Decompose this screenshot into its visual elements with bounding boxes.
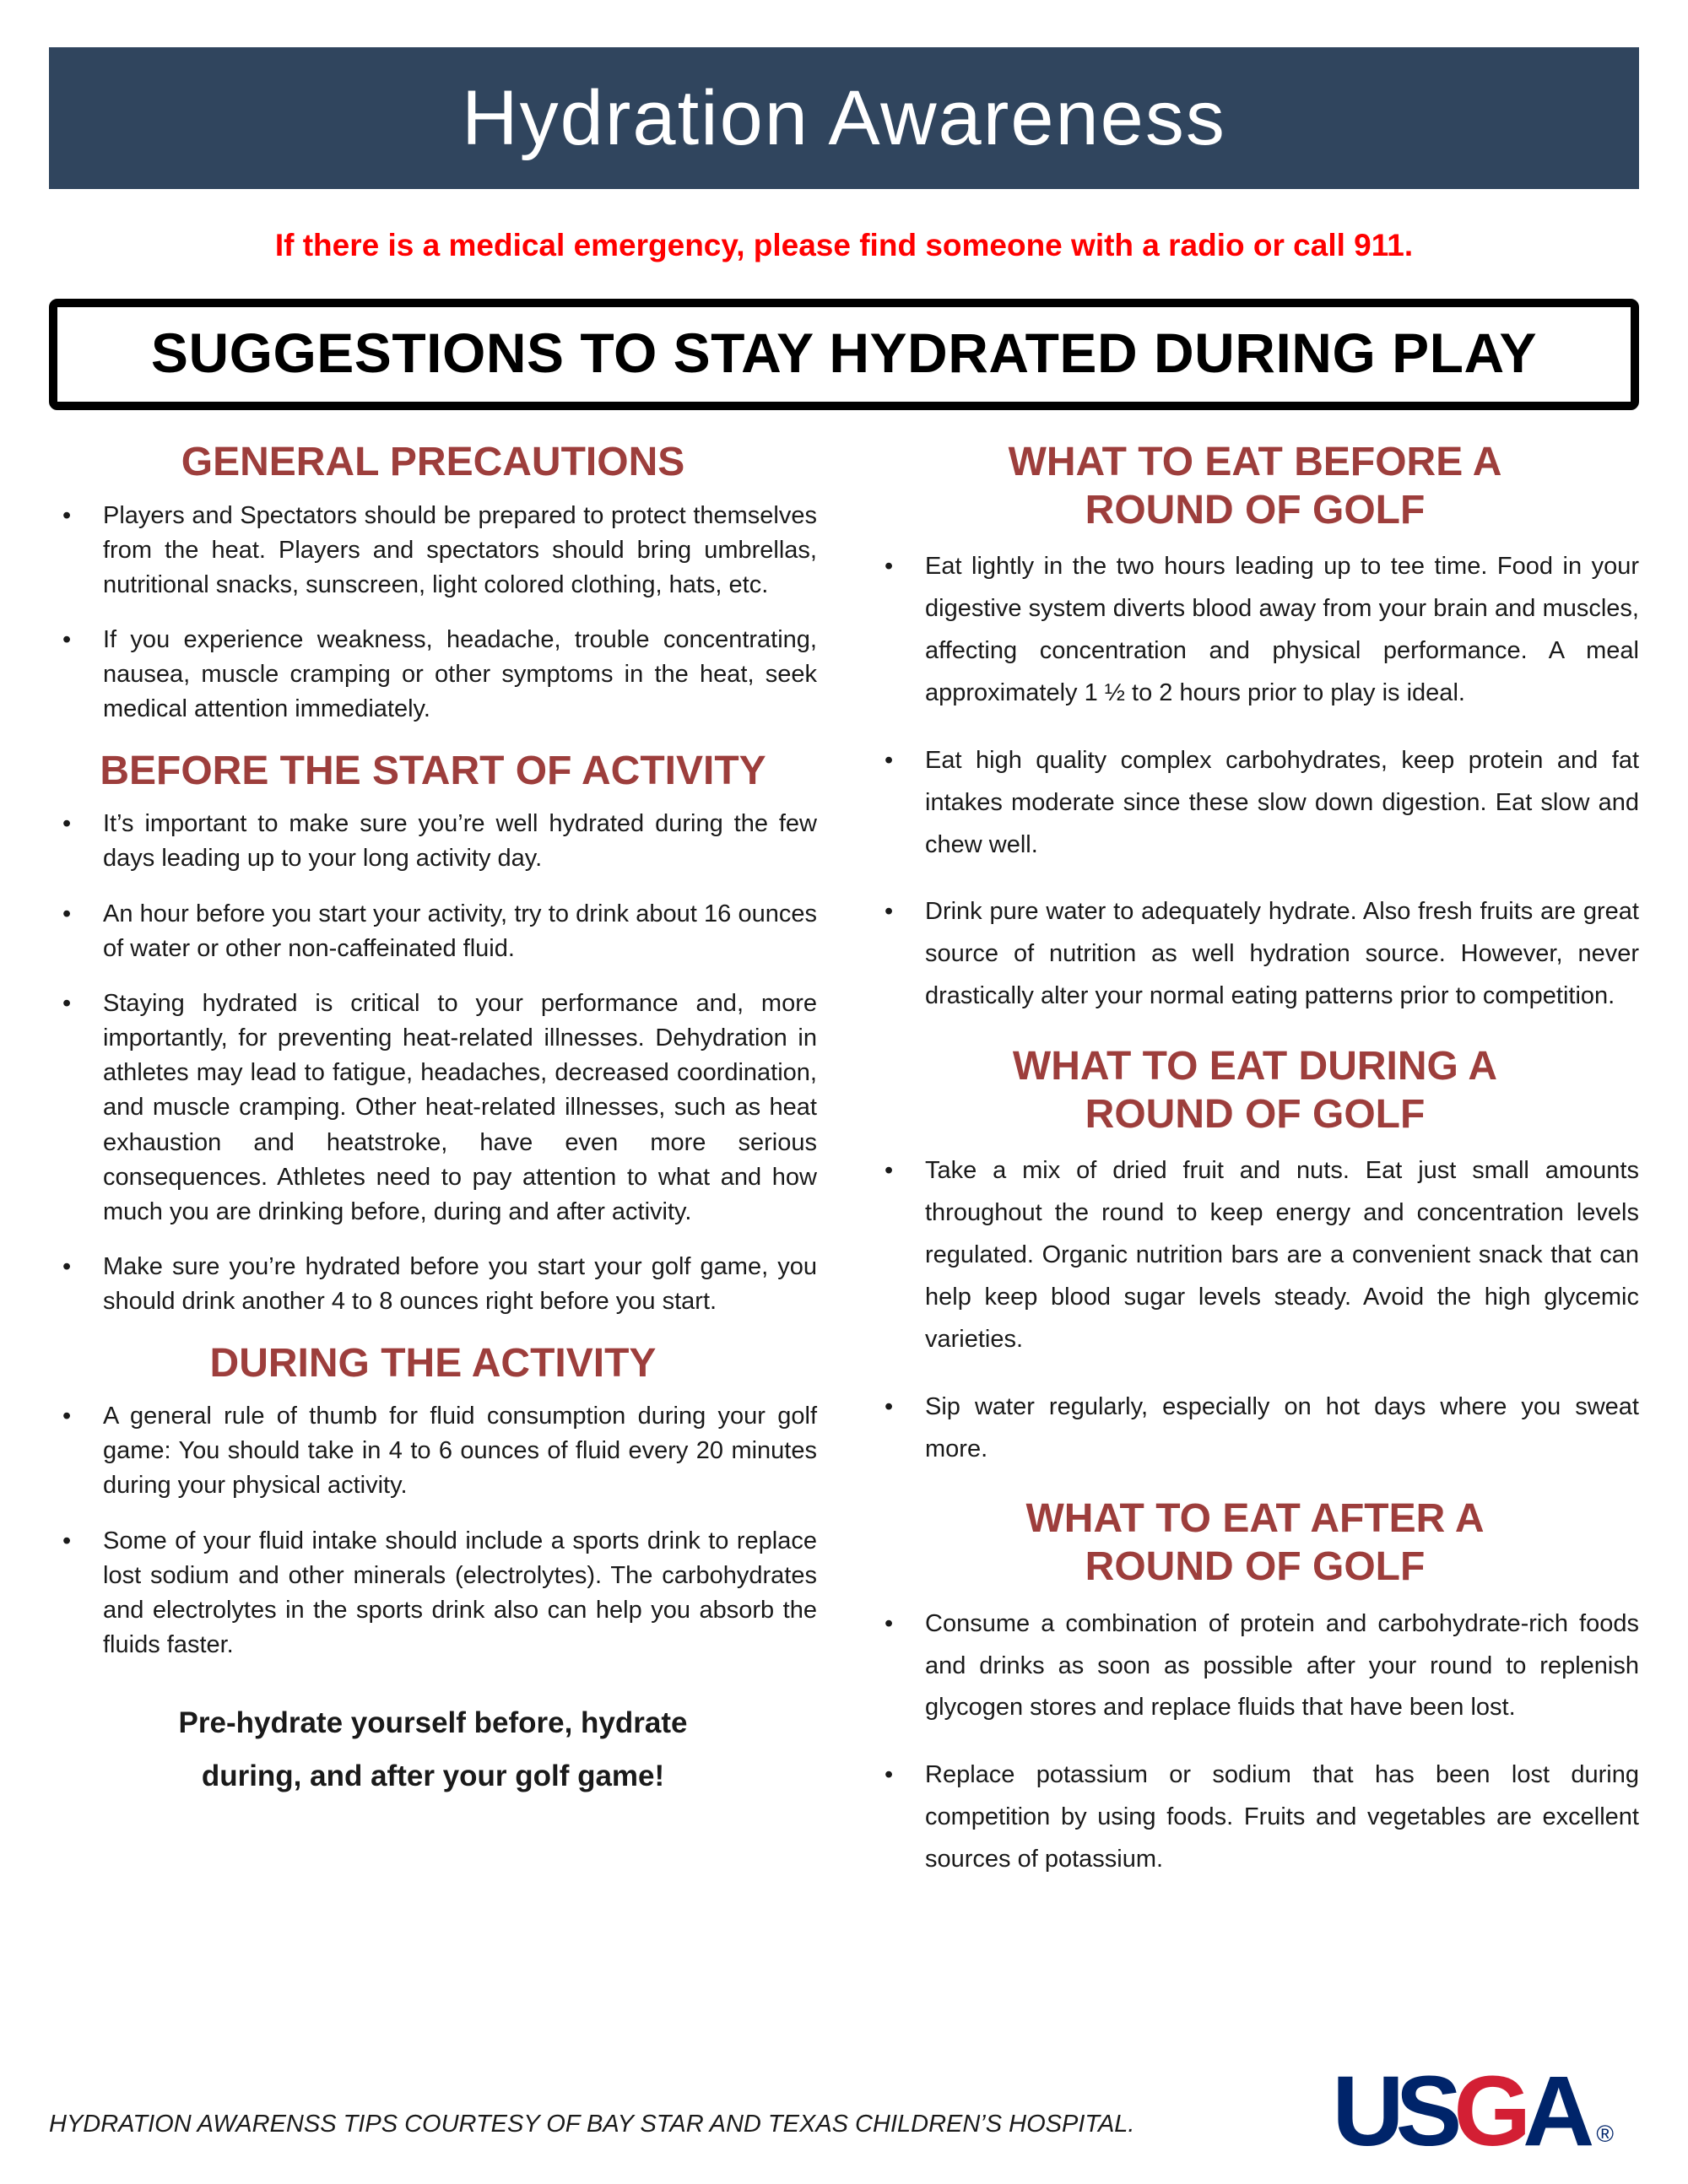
- section-heading-general-precautions: GENERAL PRECAUTIONS: [181, 440, 685, 484]
- bullet-list-general-precautions: [49, 499, 817, 727]
- footer-credit-text: HYDRATION AWARENSS TIPS COURTESY OF BAY STAR AND TEXAS CHILDREN’S HOSPITAL.: [49, 2111, 1135, 2138]
- bullet-list-eat-during: [871, 1150, 1639, 1470]
- bullet-item: • Consume a combination of protein and carbohydrate-rich foods and drinks as soon as possible after your round to replenish glycogen stores and replace fluids that have been lost.: [871, 1603, 1639, 1730]
- bullet-item: • A general rule of thumb for fluid consumption during your golf game: You should take in 4 to 6 ounces of fluid every 20 minutes during your physical activity.: [49, 1399, 817, 1504]
- usga-logo-g: G: [1453, 2055, 1523, 2167]
- usga-logo-us: US: [1332, 2055, 1454, 2167]
- bullet-item: • Drink pure water to adequately hydrate. Also fresh fruits are great source of nutrition as well hydration source. However, never drastically alter your normal eating patterns prior to competition.: [871, 891, 1639, 1018]
- registered-trademark-icon: ®: [1596, 2120, 1614, 2147]
- bullet-list-eat-after: [871, 1603, 1639, 1881]
- footer: [49, 2055, 1639, 2167]
- section-heading-eat-after: WHAT TO EAT AFTER A ROUND OF GOLF: [1025, 1496, 1485, 1589]
- section-heading-eat-before: WHAT TO EAT BEFORE A ROUND OF GOLF: [1008, 440, 1502, 532]
- bullet-item: • It’s important to make sure you’re well hydrated during the few days leading up to your long activity day.: [49, 807, 817, 876]
- bullet-list-during-activity: [49, 1399, 817, 1662]
- content-columns: [49, 427, 1639, 2069]
- bullet-item: • If you experience weakness, headache, trouble concentrating, nausea, muscle cramping or other symptoms in the heat, seek medical attention immediately.: [49, 623, 817, 727]
- bullet-item: • Eat lightly in the two hours leading up to tee time. Food in your digestive system diverts blood away from your brain and muscles, affecting concentration and physical performance. A meal approximately 1 ½ to 2 hours prior to play is ideal.: [871, 546, 1639, 715]
- section-heading-during-activity: DURING THE ACTIVITY: [209, 1340, 657, 1386]
- bullet-item: • Take a mix of dried fruit and nuts. Eat just small amounts throughout the round to keep energy and concentration levels regulated. Organic nutrition bars are a convenient snack that can help keep blood sugar levels steady. Avoid the high glycemic varieties.: [871, 1150, 1639, 1360]
- bullet-item: • Make sure you’re hydrated before you start your golf game, you should drink another 4 to 8 ounces right before you start.: [49, 1250, 817, 1319]
- usga-logo-a: A: [1523, 2055, 1587, 2167]
- bullet-item: • Sip water regularly, especially on hot days where you sweat more.: [871, 1387, 1639, 1471]
- right-column: [871, 427, 1639, 2069]
- emergency-notice: If there is a medical emergency, please find someone with a radio or call 911.: [274, 228, 1414, 262]
- bullet-item: • Replace potassium or sodium that has been lost during competition by using foods. Fruits and vegetables are excellent sources of potassium.: [871, 1754, 1639, 1881]
- bullet-item: • Some of your fluid intake should include a sports drink to replace lost sodium and other minerals (electrolytes). The carbohydrates and electrolytes in the sports drink also can help you absorb the fluids faster.: [49, 1524, 817, 1663]
- main-heading: SUGGESTIONS TO STAY HYDRATED DURING PLAY: [150, 322, 1538, 384]
- page-title: Hydration Awareness: [462, 74, 1226, 161]
- section-heading-eat-during: WHAT TO EAT DURING A ROUND OF GOLF: [1012, 1044, 1498, 1137]
- title-banner: [49, 47, 1639, 189]
- bullet-item: • Staying hydrated is critical to your performance and, more importantly, for preventing heat-related illnesses. Dehydration in athletes may lead to fatigue, headaches, decreased coordination, and muscle cramping. Other heat-related illnesses, such as heat exhaustion and heatstroke, have even more serious consequences. Athletes need to pay attention to what and how much you are drinking before, during and after activity.: [49, 987, 817, 1230]
- bullet-list-before-activity: [49, 807, 817, 1319]
- bullet-list-eat-before: [871, 546, 1639, 1018]
- bullet-item: • An hour before you start your activity, try to drink about 16 ounces of water or other non-caffeinated fluid.: [49, 897, 817, 966]
- left-column: [49, 427, 817, 2069]
- usga-logo: [1332, 2055, 1639, 2167]
- closing-statement: Pre-hydrate yourself before, hydrate during, and after your golf game!: [178, 1706, 688, 1793]
- main-heading-box: [49, 299, 1639, 410]
- bullet-item: • Players and Spectators should be prepared to protect themselves from the heat. Players and spectators should bring umbrellas, nutritional snacks, sunscreen, light colored clothing, hats, etc.: [49, 499, 817, 603]
- section-heading-before-activity: BEFORE THE START OF ACTIVITY: [100, 748, 766, 793]
- bullet-item: • Eat high quality complex carbohydrates, keep protein and fat intakes moderate since these slow down digestion. Eat slow and chew well.: [871, 740, 1639, 867]
